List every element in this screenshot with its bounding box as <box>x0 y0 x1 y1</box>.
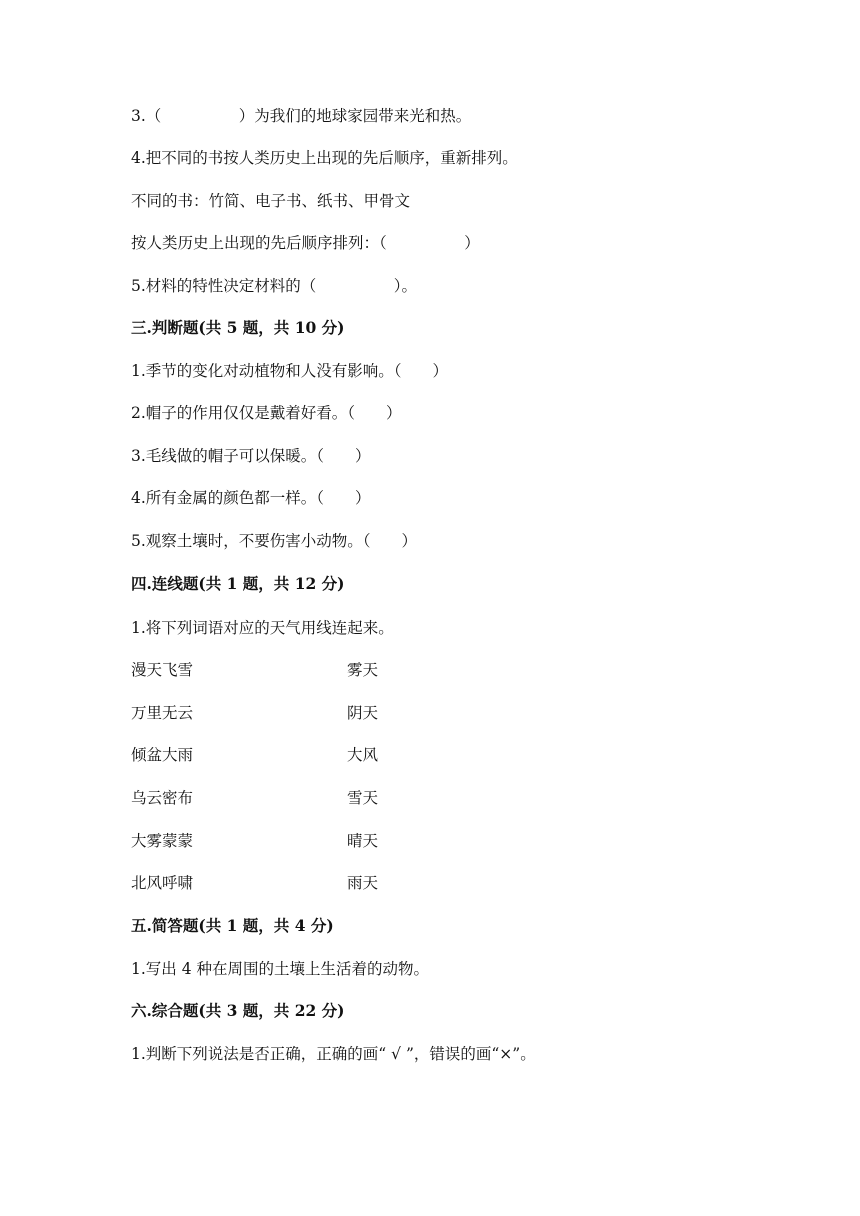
matching-left-item: 漫天飞雪 <box>131 661 194 679</box>
judge-item-5: 5.观察土壤时，不要伤害小动物。（ ） <box>131 532 418 550</box>
section-heading-comprehensive: 六.综合题(共 3 题，共 22 分) <box>131 1001 345 1020</box>
judge-item-1: 1.季节的变化对动植物和人没有影响。（ ） <box>131 362 449 380</box>
comprehensive-question: 1.判断下列说法是否正确，正确的画“ √ ”，错误的画“×”。 <box>131 1045 536 1063</box>
matching-right-item: 雪天 <box>347 789 379 807</box>
matching-right-item: 晴天 <box>347 832 379 850</box>
section-heading-matching: 四.连线题(共 1 题，共 12 分) <box>131 574 345 593</box>
fill-in-question-5: 5.材料的特性决定材料的（ ）。 <box>131 277 418 295</box>
short-answer-question: 1.写出 4 种在周围的土壤上生活着的动物。 <box>131 960 430 978</box>
matching-left-item: 万里无云 <box>131 704 194 722</box>
matching-right-item: 阴天 <box>347 704 379 722</box>
matching-left-item: 大雾蒙蒙 <box>131 832 194 850</box>
fill-in-question-3: 3.（ ）为我们的地球家园带来光和热。 <box>131 107 472 125</box>
matching-question: 1.将下列词语对应的天气用线连起来。 <box>131 619 394 637</box>
judge-item-4: 4.所有金属的颜色都一样。（ ） <box>131 489 371 507</box>
matching-right-item: 雨天 <box>347 874 379 892</box>
section-heading-judge: 三.判断题(共 5 题，共 10 分) <box>131 318 345 337</box>
matching-left-item: 北风呼啸 <box>131 874 194 892</box>
matching-left-item: 倾盆大雨 <box>131 746 194 764</box>
matching-right-item: 大风 <box>347 746 379 764</box>
matching-left-item: 乌云密布 <box>131 789 194 807</box>
matching-right-item: 雾天 <box>347 661 379 679</box>
fill-in-question-4-books: 不同的书：竹简、电子书、纸书、甲骨文 <box>131 192 411 210</box>
judge-item-3: 3.毛线做的帽子可以保暖。（ ） <box>131 447 371 465</box>
fill-in-question-4-answer: 按人类历史上出现的先后顺序排列：（ ） <box>131 234 480 252</box>
fill-in-question-4: 4.把不同的书按人类历史上出现的先后顺序，重新排列。 <box>131 149 518 167</box>
judge-item-2: 2.帽子的作用仅仅是戴着好看。（ ） <box>131 404 402 422</box>
section-heading-short-answer: 五.简答题(共 1 题，共 4 分) <box>131 916 334 935</box>
